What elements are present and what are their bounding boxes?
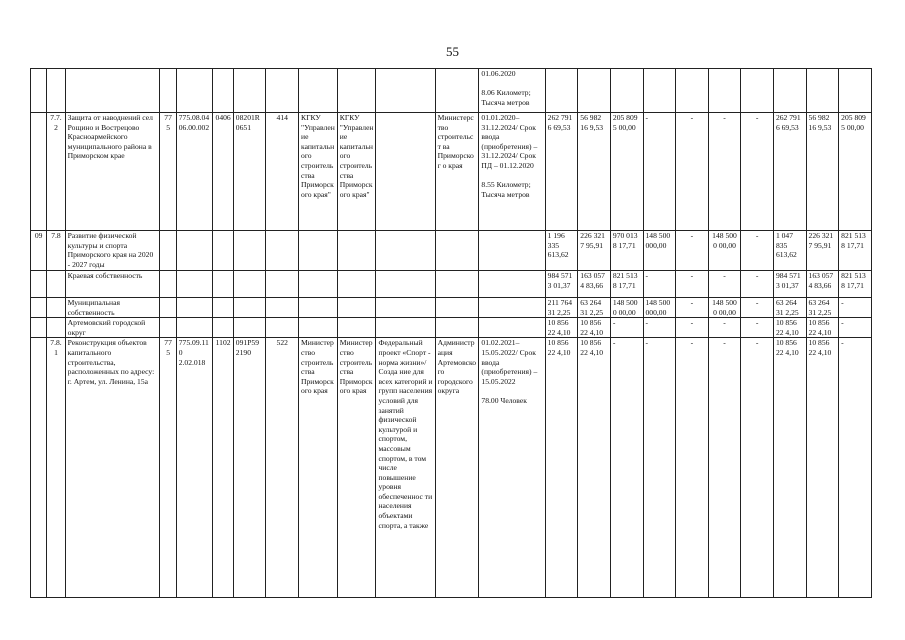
table-row xyxy=(31,231,872,271)
table-cell xyxy=(337,231,376,271)
table-cell: Муниципальная собственность xyxy=(65,298,160,318)
table-cell: - xyxy=(643,113,676,231)
table-cell: 10 856 22 4,10 xyxy=(806,318,839,338)
table-cell: - xyxy=(741,231,774,271)
table-cell: 148 500 0 00,00 xyxy=(708,298,741,318)
table-cell: Артемовский городской округ xyxy=(65,318,160,338)
table-cell: 775.09.110 2.02.018 xyxy=(176,338,213,598)
table-cell: 091P59 2190 xyxy=(233,338,266,598)
table-cell xyxy=(31,338,47,598)
table-cell: - xyxy=(676,271,709,298)
table-cell: Министерс тво строительст ва Приморског о края xyxy=(435,113,479,231)
table-cell xyxy=(376,231,435,271)
table-cell: 821 513 8 17,71 xyxy=(610,271,643,298)
table-cell: 0406 xyxy=(213,113,233,231)
table-cell xyxy=(741,69,774,113)
table-cell: Защита от наводнений сел Рощино и Вострецово Красноармейского муниципального района в Приморском крае xyxy=(65,113,160,231)
table-row xyxy=(31,298,872,318)
table-cell: 7.8 xyxy=(47,231,65,271)
table-cell: - xyxy=(610,318,643,338)
table-cell: 63 264 31 2,25 xyxy=(578,298,611,318)
table-cell xyxy=(31,113,47,231)
table-row xyxy=(31,69,872,113)
table-cell: 7.8.1 xyxy=(47,338,65,598)
table-cell: Краевая собственность xyxy=(65,271,160,298)
table-cell: 775 xyxy=(160,113,176,231)
table-cell: 205 809 5 00,00 xyxy=(839,113,872,231)
table-cell xyxy=(376,298,435,318)
table-cell: 211 764 31 2,25 xyxy=(545,298,578,318)
table-cell: 09 xyxy=(31,231,47,271)
table-cell: - xyxy=(741,338,774,598)
table-cell: - xyxy=(643,271,676,298)
table-cell xyxy=(376,318,435,338)
table-cell xyxy=(31,69,47,113)
table-cell xyxy=(213,318,233,338)
table-cell: 984 571 3 01,37 xyxy=(545,271,578,298)
table-cell: - xyxy=(741,318,774,338)
table-cell xyxy=(233,318,266,338)
table-cell xyxy=(376,113,435,231)
table-cell xyxy=(643,69,676,113)
table-cell xyxy=(233,298,266,318)
table-cell: КГКУ "Управлен ие капитальн ого строитель ства Приморск ого края" xyxy=(299,113,338,231)
table-cell: - xyxy=(676,113,709,231)
table-cell xyxy=(160,69,176,113)
table-cell xyxy=(299,271,338,298)
table-cell xyxy=(435,69,479,113)
table-cell: 56 982 16 9,53 xyxy=(578,113,611,231)
table-cell xyxy=(160,318,176,338)
table-cell: - xyxy=(676,298,709,318)
table-cell: - xyxy=(676,338,709,598)
table-cell xyxy=(31,298,47,318)
table-cell xyxy=(266,298,299,318)
table-cell: 148 500 000,00 xyxy=(643,298,676,318)
page-number: 55 xyxy=(446,44,459,59)
table-cell xyxy=(299,318,338,338)
table-cell: 01.06.2020 8.06 Километр; Тысяча метров xyxy=(479,69,545,113)
table-cell: - xyxy=(741,113,774,231)
table-cell xyxy=(839,69,872,113)
table-cell xyxy=(299,69,338,113)
table-cell: - xyxy=(839,338,872,598)
table-cell: 775.08.04 06.00.002 xyxy=(176,113,213,231)
table-cell: 984 571 3 01,37 xyxy=(773,271,806,298)
table-cell: - xyxy=(839,318,872,338)
table-row xyxy=(31,318,872,338)
table-cell xyxy=(160,231,176,271)
table-cell xyxy=(337,298,376,318)
table-cell xyxy=(213,69,233,113)
table-cell xyxy=(160,271,176,298)
table-cell xyxy=(47,298,65,318)
table-cell xyxy=(47,69,65,113)
table-cell xyxy=(299,231,338,271)
table-cell: 10 856 22 4,10 xyxy=(545,338,578,598)
table-cell: Федеральный проект «Спорт - норма жизни»/Созда ние для всех категорий и групп населения условий для занятий физической культурой и спортом, массовым спортом, в том числе повышение уровня обеспеченнос ти населения объектами спорта, а также xyxy=(376,338,435,598)
table-cell xyxy=(160,298,176,318)
table-cell: 1102 xyxy=(213,338,233,598)
table-cell: 10 856 22 4,10 xyxy=(773,338,806,598)
table-cell: - xyxy=(839,298,872,318)
table-cell xyxy=(806,69,839,113)
table-row xyxy=(31,113,872,231)
table-cell xyxy=(233,231,266,271)
table-cell: Министер ство строитель ства Приморск ого края xyxy=(337,338,376,598)
table-cell: - xyxy=(741,271,774,298)
table-cell xyxy=(479,318,545,338)
table-cell xyxy=(213,298,233,318)
table-cell xyxy=(479,231,545,271)
table-cell: 10 856 22 4,10 xyxy=(806,338,839,598)
table-cell: 1 047 835 613,62 xyxy=(773,231,806,271)
table-cell: Администр ация Артемовско го городского округа xyxy=(435,338,479,598)
table-cell xyxy=(176,318,213,338)
table-cell: 414 xyxy=(266,113,299,231)
table-cell: - xyxy=(676,231,709,271)
table-cell xyxy=(176,271,213,298)
table-cell: 226 321 7 95,91 xyxy=(806,231,839,271)
table-cell xyxy=(47,271,65,298)
table-cell xyxy=(337,271,376,298)
table-cell: 10 856 22 4,10 xyxy=(578,318,611,338)
table-cell: Министер ство строитель ства Приморск ого края xyxy=(299,338,338,598)
table-cell xyxy=(435,271,479,298)
table-cell xyxy=(266,318,299,338)
table-cell: 10 856 22 4,10 xyxy=(545,318,578,338)
table-cell: - xyxy=(741,298,774,318)
table-cell xyxy=(435,231,479,271)
table-cell xyxy=(176,231,213,271)
table-cell xyxy=(213,231,233,271)
table-cell xyxy=(337,69,376,113)
table-cell xyxy=(610,69,643,113)
table-cell xyxy=(676,69,709,113)
table-cell: 163 057 4 83,66 xyxy=(578,271,611,298)
program-table xyxy=(30,68,872,598)
table-cell: Развитие физической культуры и спорта Приморского края на 2020 - 2027 годы xyxy=(65,231,160,271)
table-cell: 821 513 8 17,71 xyxy=(839,231,872,271)
table-cell: 163 057 4 83,66 xyxy=(806,271,839,298)
table-cell: 08201R 0651 xyxy=(233,113,266,231)
table-cell xyxy=(176,298,213,318)
table-cell xyxy=(337,318,376,338)
table-cell xyxy=(266,231,299,271)
table-cell: 821 513 8 17,71 xyxy=(839,271,872,298)
table-cell xyxy=(479,298,545,318)
table-cell: 775 xyxy=(160,338,176,598)
table-cell: 205 809 5 00,00 xyxy=(610,113,643,231)
table-cell: 148 500 0 00,00 xyxy=(708,231,741,271)
table-cell: 970 013 8 17,71 xyxy=(610,231,643,271)
table-cell xyxy=(435,318,479,338)
table-cell xyxy=(376,271,435,298)
table-cell xyxy=(233,271,266,298)
table-cell xyxy=(176,69,213,113)
table-cell: 1 196 335 613,62 xyxy=(545,231,578,271)
table-cell: - xyxy=(708,338,741,598)
table-cell: КГКУ "Управлен ие капитальн ого строитель ства Приморск ого края" xyxy=(337,113,376,231)
table-cell: 63 264 31 2,25 xyxy=(806,298,839,318)
table-cell xyxy=(213,271,233,298)
table-cell xyxy=(266,69,299,113)
table-cell xyxy=(545,69,578,113)
table-cell xyxy=(266,271,299,298)
table-cell: 148 500 0 00,00 xyxy=(610,298,643,318)
table-cell xyxy=(773,69,806,113)
table-cell xyxy=(578,69,611,113)
table-cell: 226 321 7 95,91 xyxy=(578,231,611,271)
table-cell: 56 982 16 9,53 xyxy=(806,113,839,231)
table-cell: 148 500 000,00 xyxy=(643,231,676,271)
table-cell xyxy=(376,69,435,113)
table-cell: - xyxy=(708,113,741,231)
table-row xyxy=(31,338,872,598)
table-cell xyxy=(435,298,479,318)
table-cell: 262 791 6 69,53 xyxy=(773,113,806,231)
table-cell: 01.01.2020– 31.12.2024/ Срок ввода (приобретения) – 31.12.2024/ Срок ПД – 01.12.2020 8.55 Километр; Тысяча метров xyxy=(479,113,545,231)
table-cell: 63 264 31 2,25 xyxy=(773,298,806,318)
table-cell xyxy=(708,69,741,113)
table-cell xyxy=(299,298,338,318)
table-cell: 01.02.2021– 15.05.2022/ Срок ввода (приобретения) – 15.05.2022 78.00 Человек xyxy=(479,338,545,598)
table-cell: - xyxy=(708,271,741,298)
table-row xyxy=(31,271,872,298)
table-cell: - xyxy=(643,318,676,338)
table-cell xyxy=(31,271,47,298)
table-cell: 7.7.2 xyxy=(47,113,65,231)
table-cell: - xyxy=(708,318,741,338)
table-cell: 10 856 22 4,10 xyxy=(773,318,806,338)
table-cell: Реконструкция объектов капитального строительства, расположенных по адресу: г. Артем, ул. Ленина, 15а xyxy=(65,338,160,598)
table-cell: - xyxy=(610,338,643,598)
table-cell xyxy=(233,69,266,113)
table-cell: 522 xyxy=(266,338,299,598)
table-cell xyxy=(479,271,545,298)
table-cell: 262 791 6 69,53 xyxy=(545,113,578,231)
table-cell xyxy=(31,318,47,338)
table-cell xyxy=(65,69,160,113)
table-cell xyxy=(47,318,65,338)
table-cell: - xyxy=(643,338,676,598)
table-cell: 10 856 22 4,10 xyxy=(578,338,611,598)
table-cell: - xyxy=(676,318,709,338)
